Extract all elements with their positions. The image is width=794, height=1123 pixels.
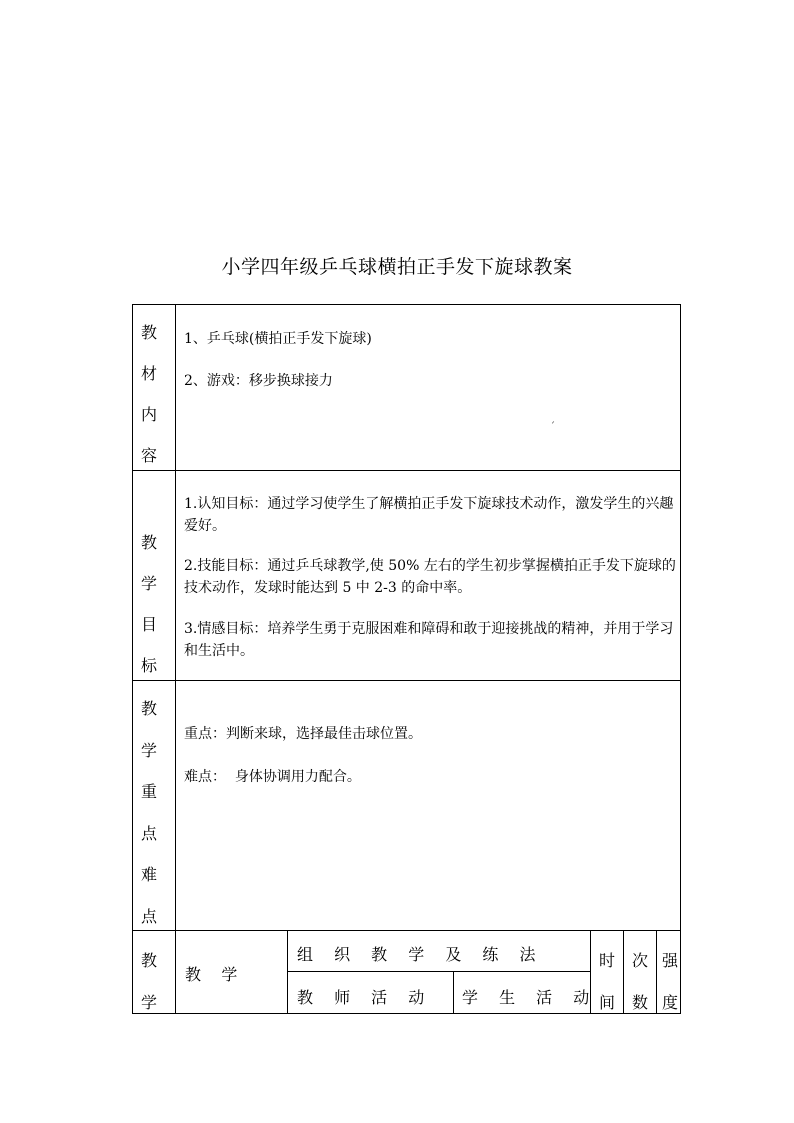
col-intensity: 强 度 bbox=[661, 951, 678, 1012]
process-label: 教 学 bbox=[140, 951, 157, 1012]
goal-skill: 2.技能目标：通过乒乓球教学,使 50% 左右的学生初步掌握横拍正手发下旋球的技术动作，发球时能达到 5 中 2-3 的命中率。 bbox=[184, 558, 676, 596]
col-teach: 教 学 bbox=[185, 965, 238, 984]
stray-mark: ˊ bbox=[550, 422, 555, 433]
goal-cognitive: 1.认知目标：通过学习使学生了解横拍正手发下旋球技术动作，激发学生的兴趣爱好。 bbox=[184, 496, 674, 534]
material-item-2: 2、游戏：移步换球接力 bbox=[184, 373, 333, 389]
col-student-activity: 学 生 活 动 bbox=[462, 988, 598, 1007]
goal-emotional: 3.情感目标：培养学生勇于克服困难和障碍和敢于迎接挑战的精神，并用于学习和生活中。 bbox=[184, 621, 674, 659]
goals-label: 教 学 目 标 bbox=[140, 533, 157, 675]
key-points-label: 教 学 重 点 难 点 bbox=[140, 699, 157, 926]
material-item-1: 1、乒乓球(横拍正手发下旋球) bbox=[184, 331, 372, 347]
key-point: 重点：判断来球，选择最佳击球位置。 bbox=[184, 726, 422, 742]
col-count: 次 数 bbox=[631, 951, 648, 1012]
col-teacher-activity: 教 师 活 动 bbox=[297, 988, 433, 1007]
col-organization: 组 织 教 学 及 练 法 bbox=[297, 945, 544, 964]
difficulty-point: 难点： 身体协调用力配合。 bbox=[184, 769, 361, 785]
material-label: 教 材 内 容 bbox=[140, 323, 157, 465]
col-time: 时 间 bbox=[598, 951, 615, 1012]
page-title: 小学四年级乒乓球横拍正手发下旋球教案 bbox=[221, 256, 573, 278]
